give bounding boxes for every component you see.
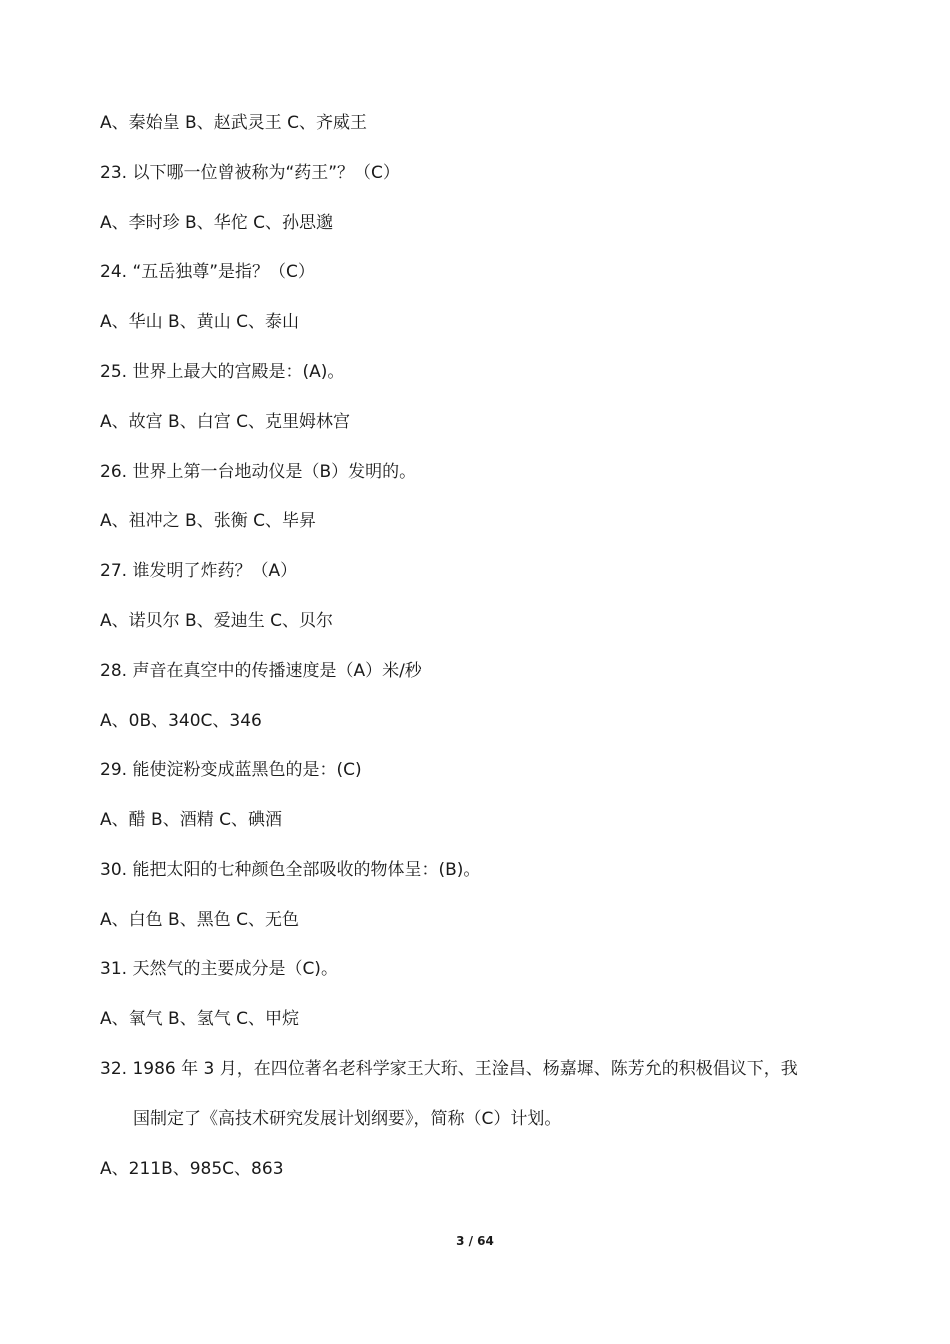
question-30: 30. 能把太阳的七种颜色全部吸收的物体呈：(B)。: [100, 860, 481, 880]
question-31: 31. 天然气的主要成分是（C)。: [100, 959, 338, 979]
answer-options-24: A、华山 B、黄山 C、泰山: [100, 312, 299, 332]
answer-options-30: A、白色 B、黑色 C、无色: [100, 910, 299, 930]
answer-options-29: A、醋 B、酒精 C、碘酒: [100, 810, 282, 830]
answer-options-28: A、0B、340C、346: [100, 711, 262, 731]
question-26: 26. 世界上第一台地动仪是（B）发明的。: [100, 462, 417, 482]
question-24: 24. “五岳独尊”是指？（C）: [100, 262, 315, 282]
question-29: 29. 能使淀粉变成蓝黑色的是：(C): [100, 760, 362, 780]
answer-options-25: A、故宫 B、白宫 C、克里姆林宫: [100, 412, 350, 432]
answer-options-26: A、祖冲之 B、张衡 C、毕昇: [100, 511, 316, 531]
answer-options-27: A、诺贝尔 B、爱迪生 C、贝尔: [100, 611, 333, 631]
question-28: 28. 声音在真空中的传播速度是（A）米/秒: [100, 661, 422, 681]
answer-options-32: A、211B、985C、863: [100, 1159, 284, 1179]
answer-options-22: A、秦始皇 B、赵武灵王 C、齐威王: [100, 113, 367, 133]
question-32: 32. 1986 年 3 月，在四位著名老科学家王大珩、王淦昌、杨嘉墀、陈芳允的积极倡议下，我: [100, 1059, 798, 1079]
question-27: 27. 谁发明了炸药？（A）: [100, 561, 298, 581]
question-25: 25. 世界上最大的宫殿是：(A)。: [100, 362, 345, 382]
page-number: 3 / 64: [456, 1234, 494, 1248]
question-23: 23. 以下哪一位曾被称为“药王”？（C）: [100, 163, 400, 183]
answer-options-31: A、氧气 B、氢气 C、甲烷: [100, 1009, 299, 1029]
answer-options-23: A、李时珍 B、华佗 C、孙思邈: [100, 213, 333, 233]
question-32-continuation: 国制定了《高技术研究发展计划纲要》，简称（C）计划。: [133, 1109, 562, 1129]
